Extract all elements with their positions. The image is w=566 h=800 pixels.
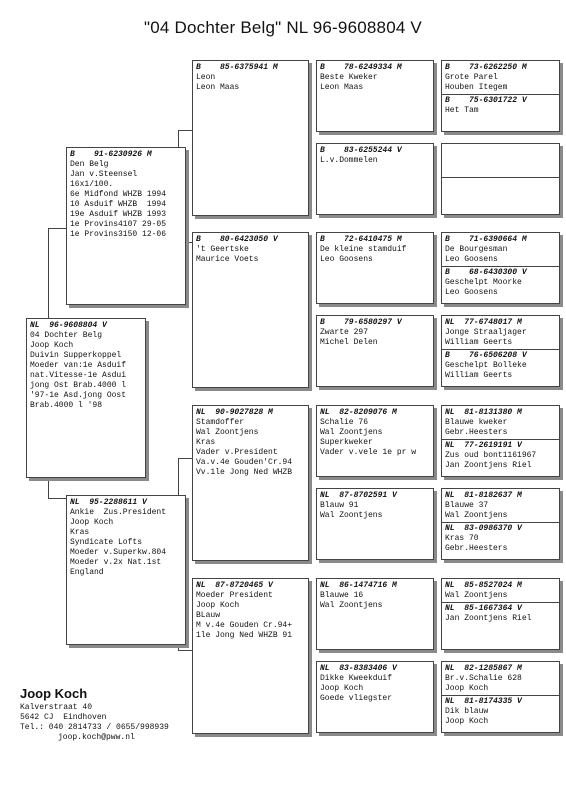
ring-number: NL 85-8527024 M	[445, 581, 522, 590]
empty-slot	[445, 146, 556, 156]
connector-line	[48, 498, 68, 499]
owner-line: William Geerts	[445, 371, 513, 380]
ring-number: NL 81-8131380 M	[445, 408, 522, 417]
owner-line: Joop Koch	[445, 684, 489, 693]
name-line: Blauw 91	[320, 501, 359, 510]
owner-line: Maurice Voets	[196, 255, 259, 264]
divider	[442, 266, 559, 267]
name-line: 04 Dochter Belg	[30, 331, 103, 340]
ring-number: B 72-6410475 M	[320, 235, 402, 244]
note-line: Kras	[196, 438, 216, 447]
note-line: 19e Asduif WHZB 1993	[70, 210, 167, 219]
note-line: Syndicate Lofts	[70, 538, 143, 547]
connector-line	[178, 650, 192, 651]
owner-line: Michel Delen	[320, 338, 378, 347]
name-line: Schalie 76	[320, 418, 369, 427]
owner-line: Wal Zoontjens	[320, 511, 383, 520]
name-line: Br.v.Schalie 628	[445, 674, 522, 683]
owner-line: Joop Koch	[445, 717, 489, 726]
ancestor-card	[316, 143, 434, 215]
note-line: 6e Midfond WHZB 1994	[70, 190, 167, 199]
ancestor-pair-card	[441, 315, 560, 387]
note-line: nat.Vitesse-1e Asdui	[30, 371, 127, 380]
ring-number: NL 77-2619191 V	[445, 441, 522, 450]
ancestor-pair-card	[441, 661, 560, 733]
owner-line: William Geerts	[445, 338, 513, 347]
owner-line: Wal Zoontjens	[320, 601, 383, 610]
note-line: 1le Jong Ned WHZB 91	[196, 631, 293, 640]
note-line: 16x1/100.	[70, 180, 114, 189]
grandsire-maternal-card	[192, 405, 309, 561]
name-line: Leon	[196, 73, 216, 82]
divider	[442, 177, 559, 178]
ring-number: NL 86-1474716 M	[320, 581, 397, 590]
name-line: 't Geertske	[196, 245, 249, 254]
ancestor-card	[316, 232, 434, 304]
ring-number: NL 90-9027828 M	[196, 408, 273, 417]
ancestor-card	[316, 405, 434, 477]
note-line: M v.4e Gouden Cr.94+	[196, 621, 293, 630]
name-line: Zus oud bont1161967	[445, 451, 537, 460]
connector-line	[178, 458, 192, 459]
owner-line: Wal Zoontjens	[196, 428, 259, 437]
note-line: '97-1e Asd.jong Oost	[30, 391, 127, 400]
name-line: Blauwe 37	[445, 501, 489, 510]
granddam-paternal-card	[192, 232, 309, 388]
owner-phone: Tel.: 040 2814733 / 0655/998939	[20, 723, 169, 732]
ancestor-pair-card	[441, 488, 560, 560]
owner-line: Joop Koch	[320, 684, 364, 693]
name-line: De kleine stamduif	[320, 245, 407, 254]
owner-line: Leon Maas	[320, 83, 364, 92]
connector-line	[48, 228, 49, 320]
note-line: 1e Provins3150 12-06	[70, 230, 167, 239]
ring-number: NL 81-8174335 V	[445, 697, 522, 706]
ring-number: B 76-6506208 V	[445, 351, 527, 360]
ring-number: NL 83-8383406 V	[320, 664, 397, 673]
owner-email[interactable]: joop.koch@pww.nl	[58, 733, 135, 742]
owner-line: Joop Koch	[70, 518, 114, 527]
ring-number: B 71-6390664 M	[445, 235, 527, 244]
dam-card	[66, 495, 186, 645]
ring-number: NL 83-0986370 V	[445, 524, 522, 533]
note-line: Vv.1le Jong Ned WHZB	[196, 468, 293, 477]
owner-line: Joop Koch	[30, 341, 74, 350]
ancestor-pair-card	[441, 578, 560, 650]
ring-number: B 73-6262250 M	[445, 63, 527, 72]
note-line: Vader v.President	[196, 448, 278, 457]
divider	[442, 94, 559, 95]
owner-line: Wal Zoontjens	[445, 511, 508, 520]
note-line: Moeder v.Superkw.804	[70, 548, 167, 557]
note-line: jong Ost Brab.4000 l	[30, 381, 127, 390]
divider	[442, 522, 559, 523]
owner-line: Jan Zoontjens Riel	[445, 461, 532, 470]
owner-line: Leon Maas	[196, 83, 240, 92]
ring-number: NL 87-8702591 V	[320, 491, 397, 500]
ancestor-card	[316, 578, 434, 650]
ring-number: B 85-6375941 M	[196, 63, 278, 72]
note-line: Moeder van:1e Asduif	[30, 361, 127, 370]
owner-street: Kalverstraat 40	[20, 703, 93, 712]
ancestor-pair-card	[441, 232, 560, 304]
ring-number: B 68-6430300 V	[445, 268, 527, 277]
name-line: Grote Parel	[445, 73, 498, 82]
note-line: Va.v.4e Gouden'Cr.94	[196, 458, 293, 467]
ring-number: NL 95-2288611 V	[70, 498, 147, 507]
ring-number: B 78-6249334 M	[320, 63, 402, 72]
name-line: Ankie Zus.President	[70, 508, 167, 517]
ring-number: NL 96-9608804 V	[30, 321, 107, 330]
ancestor-pair-card	[441, 405, 560, 477]
divider	[442, 439, 559, 440]
ring-number: NL 82-8209076 M	[320, 408, 397, 417]
divider	[442, 602, 559, 603]
ring-number: B 79-6580297 V	[320, 318, 402, 327]
granddam-maternal-card	[192, 578, 309, 734]
owner-line: Leo Goosens	[445, 288, 498, 297]
grandsire-paternal-card	[192, 60, 309, 216]
note-line: BLauw	[196, 611, 221, 620]
divider	[442, 349, 559, 350]
note-line: England	[70, 568, 104, 577]
ancestor-card	[316, 60, 434, 132]
name-line: Stamdoffer	[196, 418, 245, 427]
ancestor-pair-card	[441, 143, 560, 215]
owner-contact-block	[20, 686, 169, 743]
name-line: Kras 70	[445, 534, 479, 543]
name-line: Jonge Straaljager	[445, 328, 527, 337]
owner-line: Gebr.Heesters	[445, 544, 508, 553]
divider	[442, 695, 559, 696]
owner-line: Leo Goosens	[445, 255, 498, 264]
empty-slot	[445, 166, 556, 176]
ancestor-card	[316, 315, 434, 387]
subject-pigeon-card	[26, 318, 146, 478]
owner-line: Leo Goosens	[320, 255, 373, 264]
owner-line: Wal Zoontjens	[320, 428, 383, 437]
name-line: Beste Kweker	[320, 73, 378, 82]
note-line: 10 Asduif WHZB 1994	[70, 200, 167, 209]
owner-line: L.v.Dommelen	[320, 156, 378, 165]
ring-number: NL 87-8720465 V	[196, 581, 273, 590]
ancestor-card	[316, 488, 434, 560]
ring-number: NL 81-8182637 M	[445, 491, 522, 500]
note-line: Kras	[70, 528, 90, 537]
note-line: Brab.4000 l '98	[30, 401, 103, 410]
note-line: Moeder v.2x Nat.1st	[70, 558, 162, 567]
ring-number: NL 82-1285867 M	[445, 664, 522, 673]
note-line: 1e Provins4107 29-05	[70, 220, 167, 229]
owner-line: Houben Itegem	[445, 83, 508, 92]
sire-card	[66, 147, 186, 305]
name-line: De Bourgesman	[445, 245, 508, 254]
name-line: Blauwe 16	[320, 591, 364, 600]
ring-number: NL 77-6748017 M	[445, 318, 522, 327]
ancestor-card	[316, 661, 434, 733]
connector-line	[48, 228, 68, 229]
owner-city: 5642 CJ Eindhoven	[20, 713, 107, 722]
owner-line: Jan Zoontjens Riel	[445, 614, 532, 623]
name-line: Dikke Kweekduif	[320, 674, 393, 683]
name-line: Geschelpt Moorke	[445, 278, 522, 287]
owner-line: Jan v.Steensel	[70, 170, 138, 179]
name-line: Zwarte 297	[320, 328, 369, 337]
ring-number: NL 85-1667364 V	[445, 604, 522, 613]
note-line: Superkweker	[320, 438, 373, 447]
ring-number: B 80-6423050 V	[196, 235, 278, 244]
note-line: Duivin Supperkoppel	[30, 351, 122, 360]
connector-line	[178, 130, 192, 131]
ring-number: B 91-6230926 M	[70, 150, 152, 159]
note-line: Goede vliegster	[320, 694, 393, 703]
owner-line: Joop Koch	[196, 601, 240, 610]
owner-line: Wal Zoontjens	[445, 591, 508, 600]
note-line: Vader v.vele 1e pr w	[320, 448, 417, 457]
page-title: "04 Dochter Belg" NL 96-9608804 V	[144, 18, 422, 37]
ancestor-pair-card	[441, 60, 560, 132]
name-line: Geschelpt Bolleke	[445, 361, 527, 370]
owner-line: Gebr.Heesters	[445, 428, 508, 437]
connector-line	[48, 478, 49, 498]
name-line: Den Belg	[70, 160, 109, 169]
ring-number: B 75-6301722 V	[445, 96, 527, 105]
name-line: Het Tam	[445, 106, 479, 115]
name-line: Moeder President	[196, 591, 273, 600]
ring-number: B 83-6255244 V	[320, 146, 402, 155]
owner-name: Joop Koch	[20, 686, 88, 701]
name-line: Dik blauw	[445, 707, 489, 716]
empty-slot	[445, 156, 556, 166]
name-line: Blauwe kweker	[445, 418, 508, 427]
